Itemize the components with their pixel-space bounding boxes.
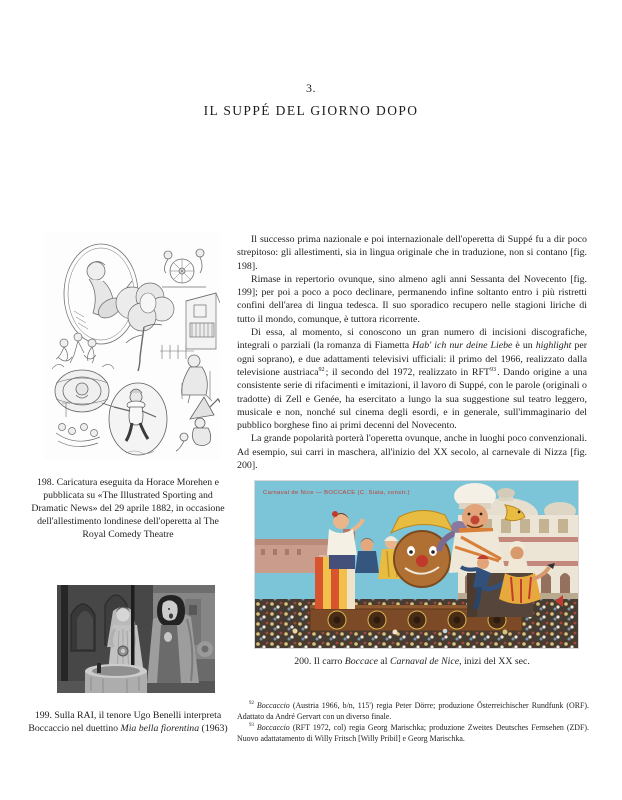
paragraph-4: La grande popolarità porterà l'operetta ovunque, anche in luoghi poco convenzionali. Ad esempio, sui carri in maschera, all'inizio del XX secolo, al carnevale di Nizza [fig. 200].: [237, 433, 587, 472]
figure-199-tv-still: [57, 585, 215, 693]
main-text-column: [237, 233, 587, 668]
footnote-92: $^{92}$ Boccaccio (Austria 1966, b/n, 115') regia Peter Dörre; produzione Österreichischer Rundfunk (ORF). Adattato da André Gervart con un diverso finale.: [237, 701, 589, 721]
caption-figure-198: 198. Caricatura eseguita da Horace Morehen e pubblicata su «The Illustrated Sporting and Dramatic News» del 29 aprile 1882, in occasione dell'allestimento londinese dell'operetta al The Royal Comedy Theatre: [31, 476, 225, 540]
figure-198-caricature: [44, 231, 220, 460]
carnival-float-illustration: [255, 481, 578, 648]
postcard-overlay-text: Carnaval de Nice — BOCCACE (C. Siata, constr.): [263, 490, 410, 497]
figure-200-carnival-postcard: [255, 481, 578, 648]
caption-figure-200: 200. Il carro Boccace al Carnaval de Nice, inizi del XX sec.: [294, 656, 530, 668]
paragraph-1: Il successo prima nazionale e poi internazionale dell'operetta di Suppé fu a dir poco strepitoso: gli allestimenti, sia in lingua originale che in traduzione, non si contano [fig. 198].: [237, 234, 587, 272]
chapter-number: 3.: [306, 81, 316, 95]
footnote-93: $^{93}$ Boccaccio (RFT 1972, col) regia Georg Marischka; produzione Zweites Deutsches Fernsehen (ZDF). Nuovo adattatamento di Willy Fritsch [Willy Pribil] e Georg Marischka.: [237, 723, 589, 743]
page-title: IL SUPPÉ DEL GIORNO DOPO: [203, 103, 419, 118]
tv-still-illustration: [57, 585, 215, 693]
caption-figure-199: 199. Sulla RAI, il tenore Ugo Benelli interpreta Boccaccio nel duettino Mia bella fiorentina (1963): [28, 709, 228, 734]
paragraph-2: Rimase in repertorio ovunque, sino almeno agli anni Sessanta del Novecento [fig. 199]; per poi a poco a poco declinare, permanendo infine soltanto entro i più ristretti confini dell'area di lingua tedesca. Il suo sporadico recupero nelle stagioni liriche di tutto il mondo, comunque, è tuttora ricorrente.: [237, 273, 587, 325]
paragraph-3: Di essa, al momento, si conoscono un gran numero di incisioni discografiche, integrali o parziali (la romanza di Fiametta Hab' ich nur deine Liebe è un highlight per ogni soprano), e due adattamenti televisivi ufficiali: il primo del 1966, realizzato dalla televisione austriaca$^{92}$; il secondo del 1972, realizzato in RFT$^{93}$. Dando origine a una consistente serie di rifacimenti e imitazioni, il lavoro di Suppé, con le parole (originali o tradotte) di Zell e Genée, ha esercitato a lungo la sua suggestione sul teatro leggero, musicale e non, nonché sul cinema degli esordi, e in generale, sull'immaginario del pubblico borghese fino ai primi decenni del Novecento.: [237, 327, 588, 432]
footnotes-block: [237, 700, 589, 744]
caricature-engraving-illustration: [44, 231, 220, 459]
